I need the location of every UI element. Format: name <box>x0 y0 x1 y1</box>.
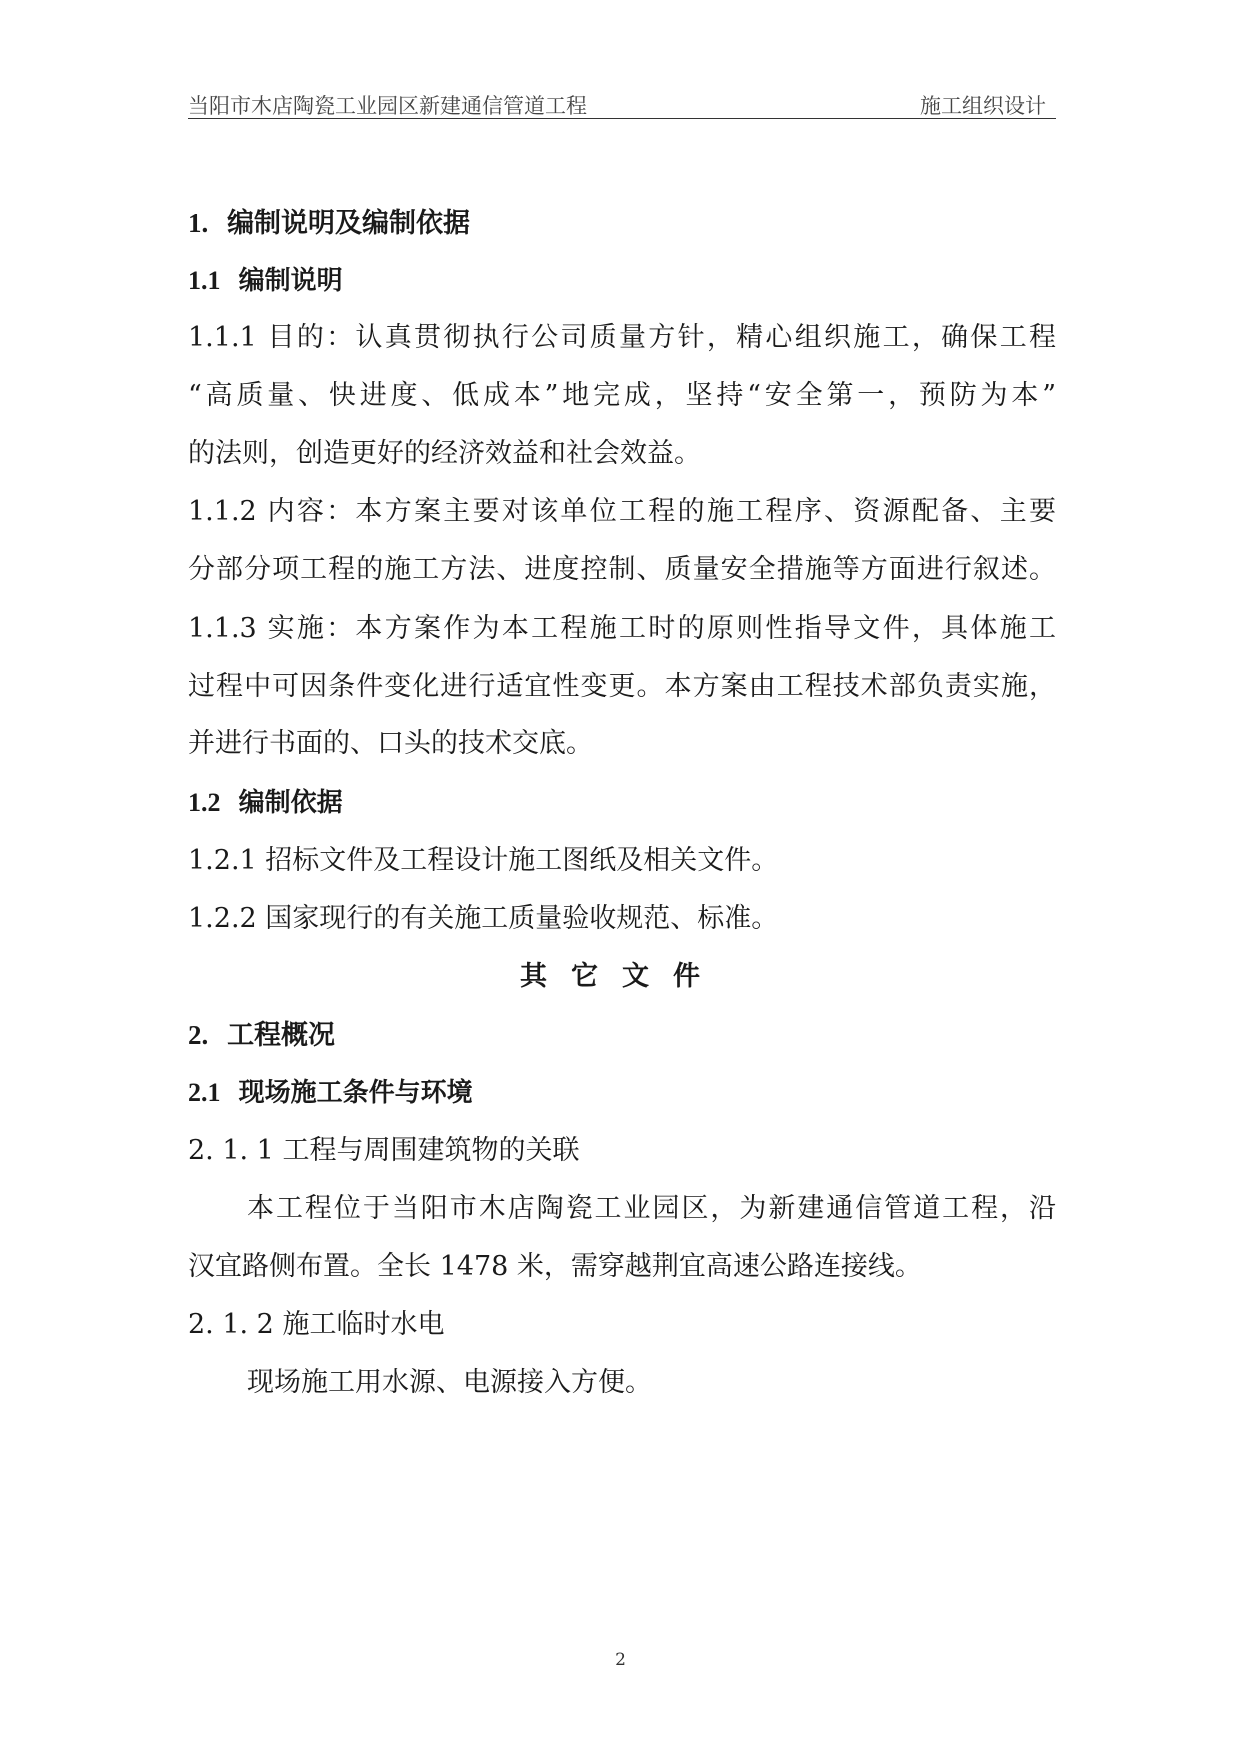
section-1-heading <box>188 206 470 241</box>
page-number: 2 <box>615 1650 626 1670</box>
section-1-2-title: 编制依据 <box>238 788 343 818</box>
other-documents-title: 其它文件 <box>520 961 724 992</box>
section-2-heading <box>188 1018 335 1053</box>
paragraph-1-1-1-line-2: “高质量、快进度、低成本”地完成，坚持“安全第一，预防为本” <box>188 380 1056 411</box>
paragraph-2-1-2: 现场施工用水源、电源接入方便。 <box>247 1367 652 1398</box>
paragraph-1-1-2-line-2: 分部分项工程的施工方法、进度控制、质量安全措施等方面进行叙述。 <box>188 554 1056 585</box>
paragraph-1-1-1-line-3: 的法则，创造更好的经济效益和社会效益。 <box>188 438 701 469</box>
paragraph-1-1-3-line-1: 1.1.3 实施：本方案作为本工程施工时的原则性指导文件，具体施工 <box>188 613 1056 644</box>
section-2-number: 2. <box>188 1020 209 1050</box>
paragraph-2-1-1-line-1: 本工程位于当阳市木店陶瓷工业园区，为新建通信管道工程，沿 <box>247 1193 1056 1224</box>
paragraph-1-2-1: 1.2.1 招标文件及工程设计施工图纸及相关文件。 <box>188 845 779 876</box>
paragraph-1-1-3-line-2: 过程中可因条件变化进行适宜性变更。本方案由工程技术部负责实施， <box>188 671 1056 702</box>
section-1-number: 1. <box>188 208 209 238</box>
section-1-1-number: 1.1 <box>188 266 221 295</box>
subsection-2-1-2-title: 2. 1. 2 施工临时水电 <box>188 1309 445 1340</box>
paragraph-1-1-2-line-1: 1.1.2 内容：本方案主要对该单位工程的施工程序、资源配备、主要 <box>188 496 1056 527</box>
section-2-1-title: 现场施工条件与环境 <box>238 1078 473 1108</box>
paragraph-1-1-1-line-1: 1.1.1 目的：认真贯彻执行公司质量方针，精心组织施工，确保工程 <box>188 322 1056 353</box>
section-1-1-title: 编制说明 <box>238 266 343 296</box>
subsection-2-1-1-title: 2. 1. 1 工程与周围建筑物的关联 <box>188 1135 580 1166</box>
header-document-type: 施工组织设计 <box>920 94 1046 118</box>
section-1-title: 编制说明及编制依据 <box>227 208 471 239</box>
section-2-1-heading <box>188 1076 473 1110</box>
paragraph-2-1-1-line-2: 汉宜路侧布置。全长 1478 米，需穿越荆宜高速公路连接线。 <box>188 1251 922 1282</box>
section-1-2-heading <box>188 786 343 820</box>
page-header <box>188 90 1056 119</box>
paragraph-1-1-3-line-3: 并进行书面的、口头的技术交底。 <box>188 728 593 759</box>
paragraph-1-2-2: 1.2.2 国家现行的有关施工质量验收规范、标准。 <box>188 903 779 934</box>
section-2-title: 工程概况 <box>227 1020 336 1051</box>
section-1-2-number: 1.2 <box>188 788 221 817</box>
section-2-1-number: 2.1 <box>188 1078 221 1107</box>
section-1-1-heading <box>188 264 343 298</box>
header-project-title: 当阳市木店陶瓷工业园区新建通信管道工程 <box>188 94 587 118</box>
